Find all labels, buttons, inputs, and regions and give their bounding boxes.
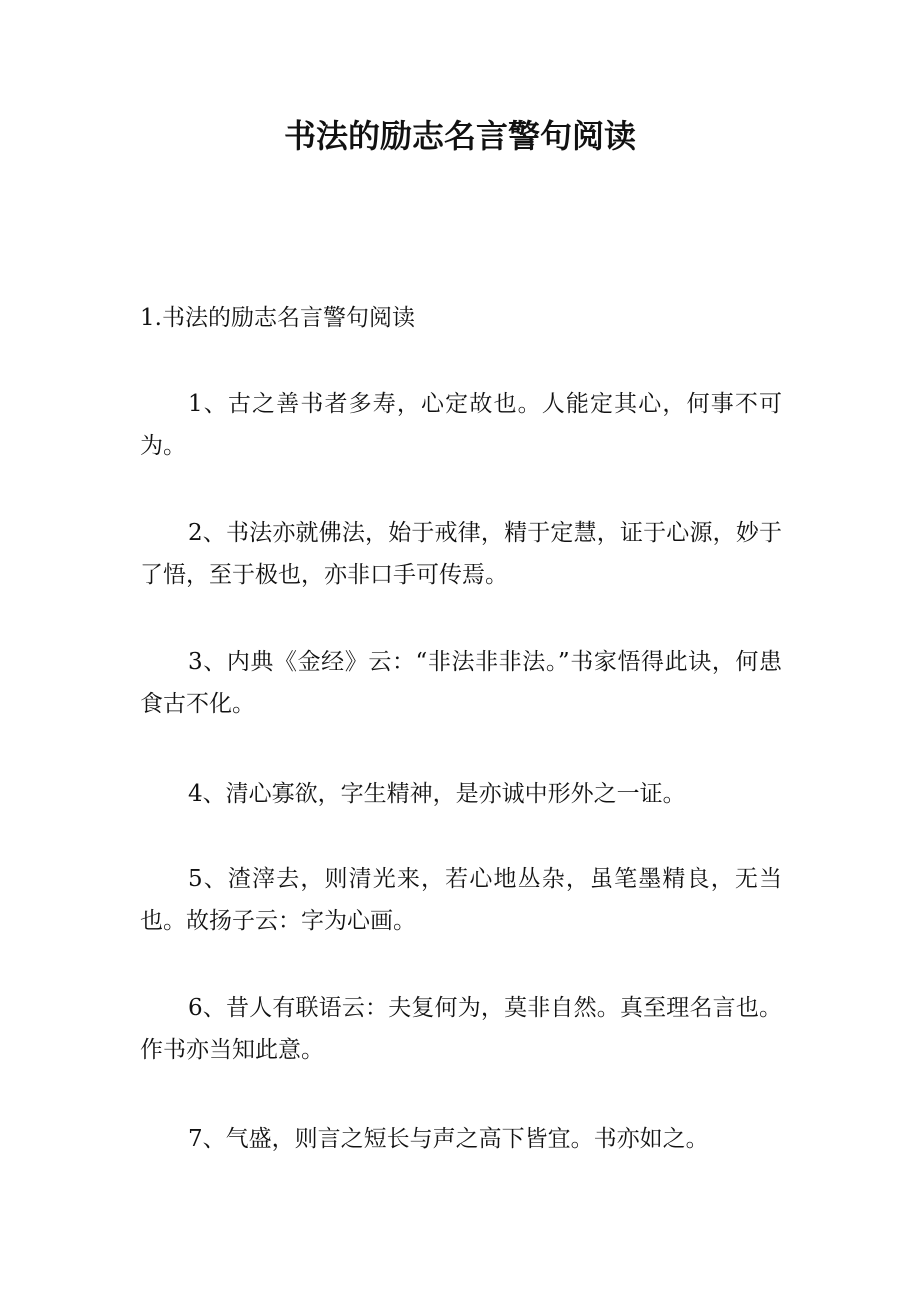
quote-paragraph: 3、内典《金经》云：“非法非非法。”书家悟得此诀，何患食古不化。 <box>140 649 782 717</box>
quote-paragraph: 5、渣滓去，则清光来，若心地丛杂，虽笔墨精良，无当也。故扬子云：字为心画。 <box>140 866 782 934</box>
quote-paragraph: 7、气盛，则言之短长与声之高下皆宜。书亦如之。 <box>188 1126 709 1152</box>
document-title: 书法的励志名言警句阅读 <box>283 117 636 155</box>
quote-paragraph: 6、昔人有联语云：夫复何为，莫非自然。真至理名言也。作书亦当知此意。 <box>140 995 782 1063</box>
quote-paragraph: 4、清心寡欲，字生精神，是亦诚中形外之一证。 <box>188 781 686 807</box>
quote-paragraph: 2、书法亦就佛法，始于戒律，精于定慧，证于心源，妙于了悟，至于极也，亦非口手可传焉。 <box>140 520 782 588</box>
section-heading: 1.书法的励志名言警句阅读 <box>140 305 415 331</box>
quote-paragraph: 1、古之善书者多寿，心定故也。人能定其心，何事不可为。 <box>140 391 782 459</box>
